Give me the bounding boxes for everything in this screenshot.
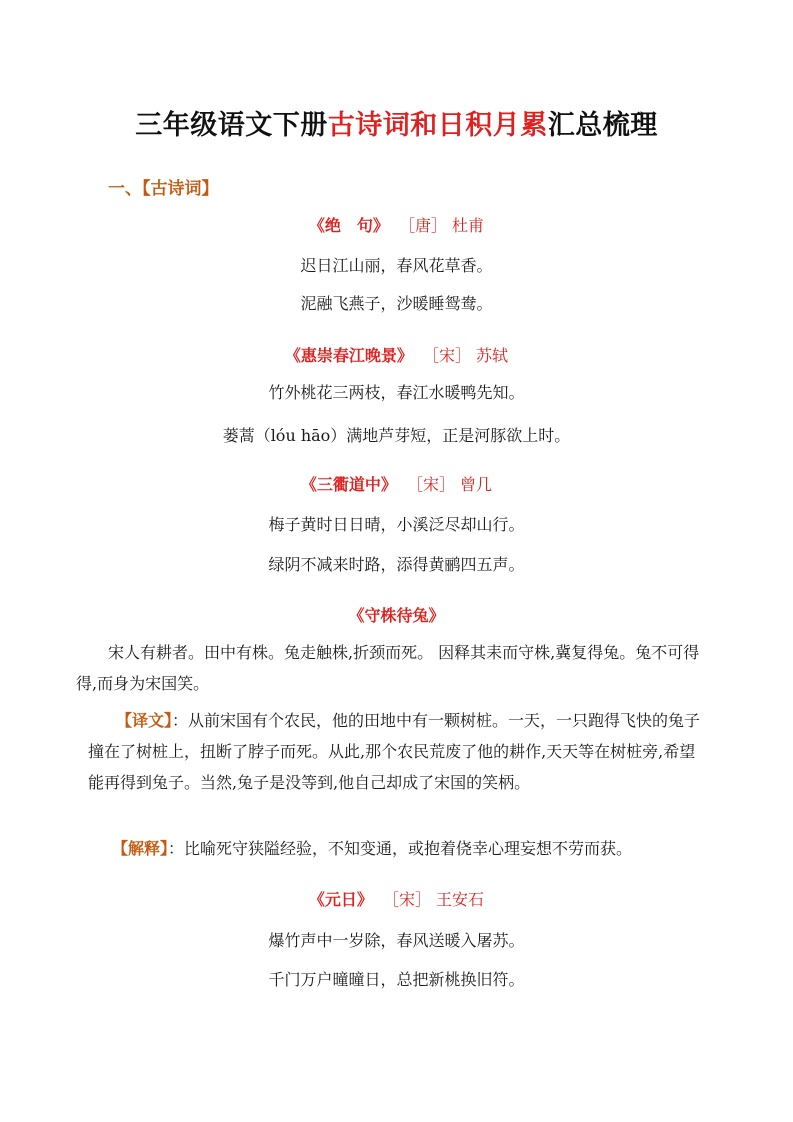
poem-dynasty: ［宋］: [414, 475, 455, 494]
title-prefix: 三年级语文下册: [135, 110, 328, 141]
translation-tag: 【译文】: [116, 711, 173, 730]
poem-author: 曾几: [460, 475, 493, 494]
poem-dynasty: ［宋］: [390, 890, 431, 909]
poem-line: 绿阴不减来时路，添得黄鹂四五声。: [268, 555, 525, 574]
poem-author: 杜甫: [452, 216, 485, 235]
poem-name: 《惠崇春江晚景》: [284, 346, 413, 365]
poem-author: 王安石: [436, 890, 485, 909]
explain-text: ：比喻死守狭隘经验，不知变通，或抱着侥幸心理妄想不劳而获。: [168, 839, 633, 858]
poem-line: 爆竹声中一岁除，春风送暖入屠苏。: [268, 931, 525, 950]
section-heading: 一、【古诗词】: [108, 179, 219, 199]
fable-name: 《守株待兔》: [348, 606, 445, 625]
explain-tag: 【解释】: [112, 839, 169, 858]
poem-line: 泥融飞燕子，沙暖睡鸳鸯。: [300, 294, 493, 313]
poem-line: 千门万户曈曈日，总把新桃换旧符。: [268, 970, 525, 989]
fable-title: [0, 603, 793, 626]
poem-dynasty: ［唐］: [406, 216, 447, 235]
poem-name: 《绝 句》: [308, 216, 389, 235]
poem-dynasty: ［宋］: [430, 346, 471, 365]
poem-title-huichong: [0, 343, 793, 366]
poem-title-jueju: [0, 213, 793, 236]
poem-line: 梅子黄时日日晴，小溪泛尽却山行。: [268, 515, 525, 534]
fable-translation: [88, 705, 704, 798]
page-title: [0, 103, 793, 142]
title-highlight: 古诗词和日积月累: [327, 110, 548, 141]
title-suffix: 汇总梳理: [547, 110, 658, 141]
poem-name: 《三衢道中》: [300, 475, 397, 494]
fable-explanation: [112, 833, 712, 864]
poem-title-sanqu: [0, 472, 793, 495]
poem-name: 《元日》: [308, 890, 373, 909]
poem-line: 迟日江山丽，春风花草香。: [300, 256, 493, 275]
poem-line: 蒌蒿（lóu hāo）满地芦芽短，正是河豚欲上时。: [222, 426, 571, 445]
fable-text: 宋人有耕者。田中有株。兔走触株,折颈而死。 因释其耒而守株,冀复得兔。兔不可得得,而身为宋国笑。: [76, 643, 700, 693]
poem-title-yuanri: [0, 887, 793, 910]
translation-text: ：从前宋国有个农民，他的田地中有一颗树桩。一天，一只跑得飞快的兔子撞在了树桩上，扭断了脖子而死。从此,那个农民荒废了他的耕作,天天等在树桩旁,希望能再得到兔子。当然,兔子是没等到,他自己却成了宋国的笑柄。: [88, 711, 701, 792]
poem-line: 竹外桃花三两枝，春江水暖鸭先知。: [268, 383, 525, 402]
poem-author: 苏轼: [476, 346, 509, 365]
